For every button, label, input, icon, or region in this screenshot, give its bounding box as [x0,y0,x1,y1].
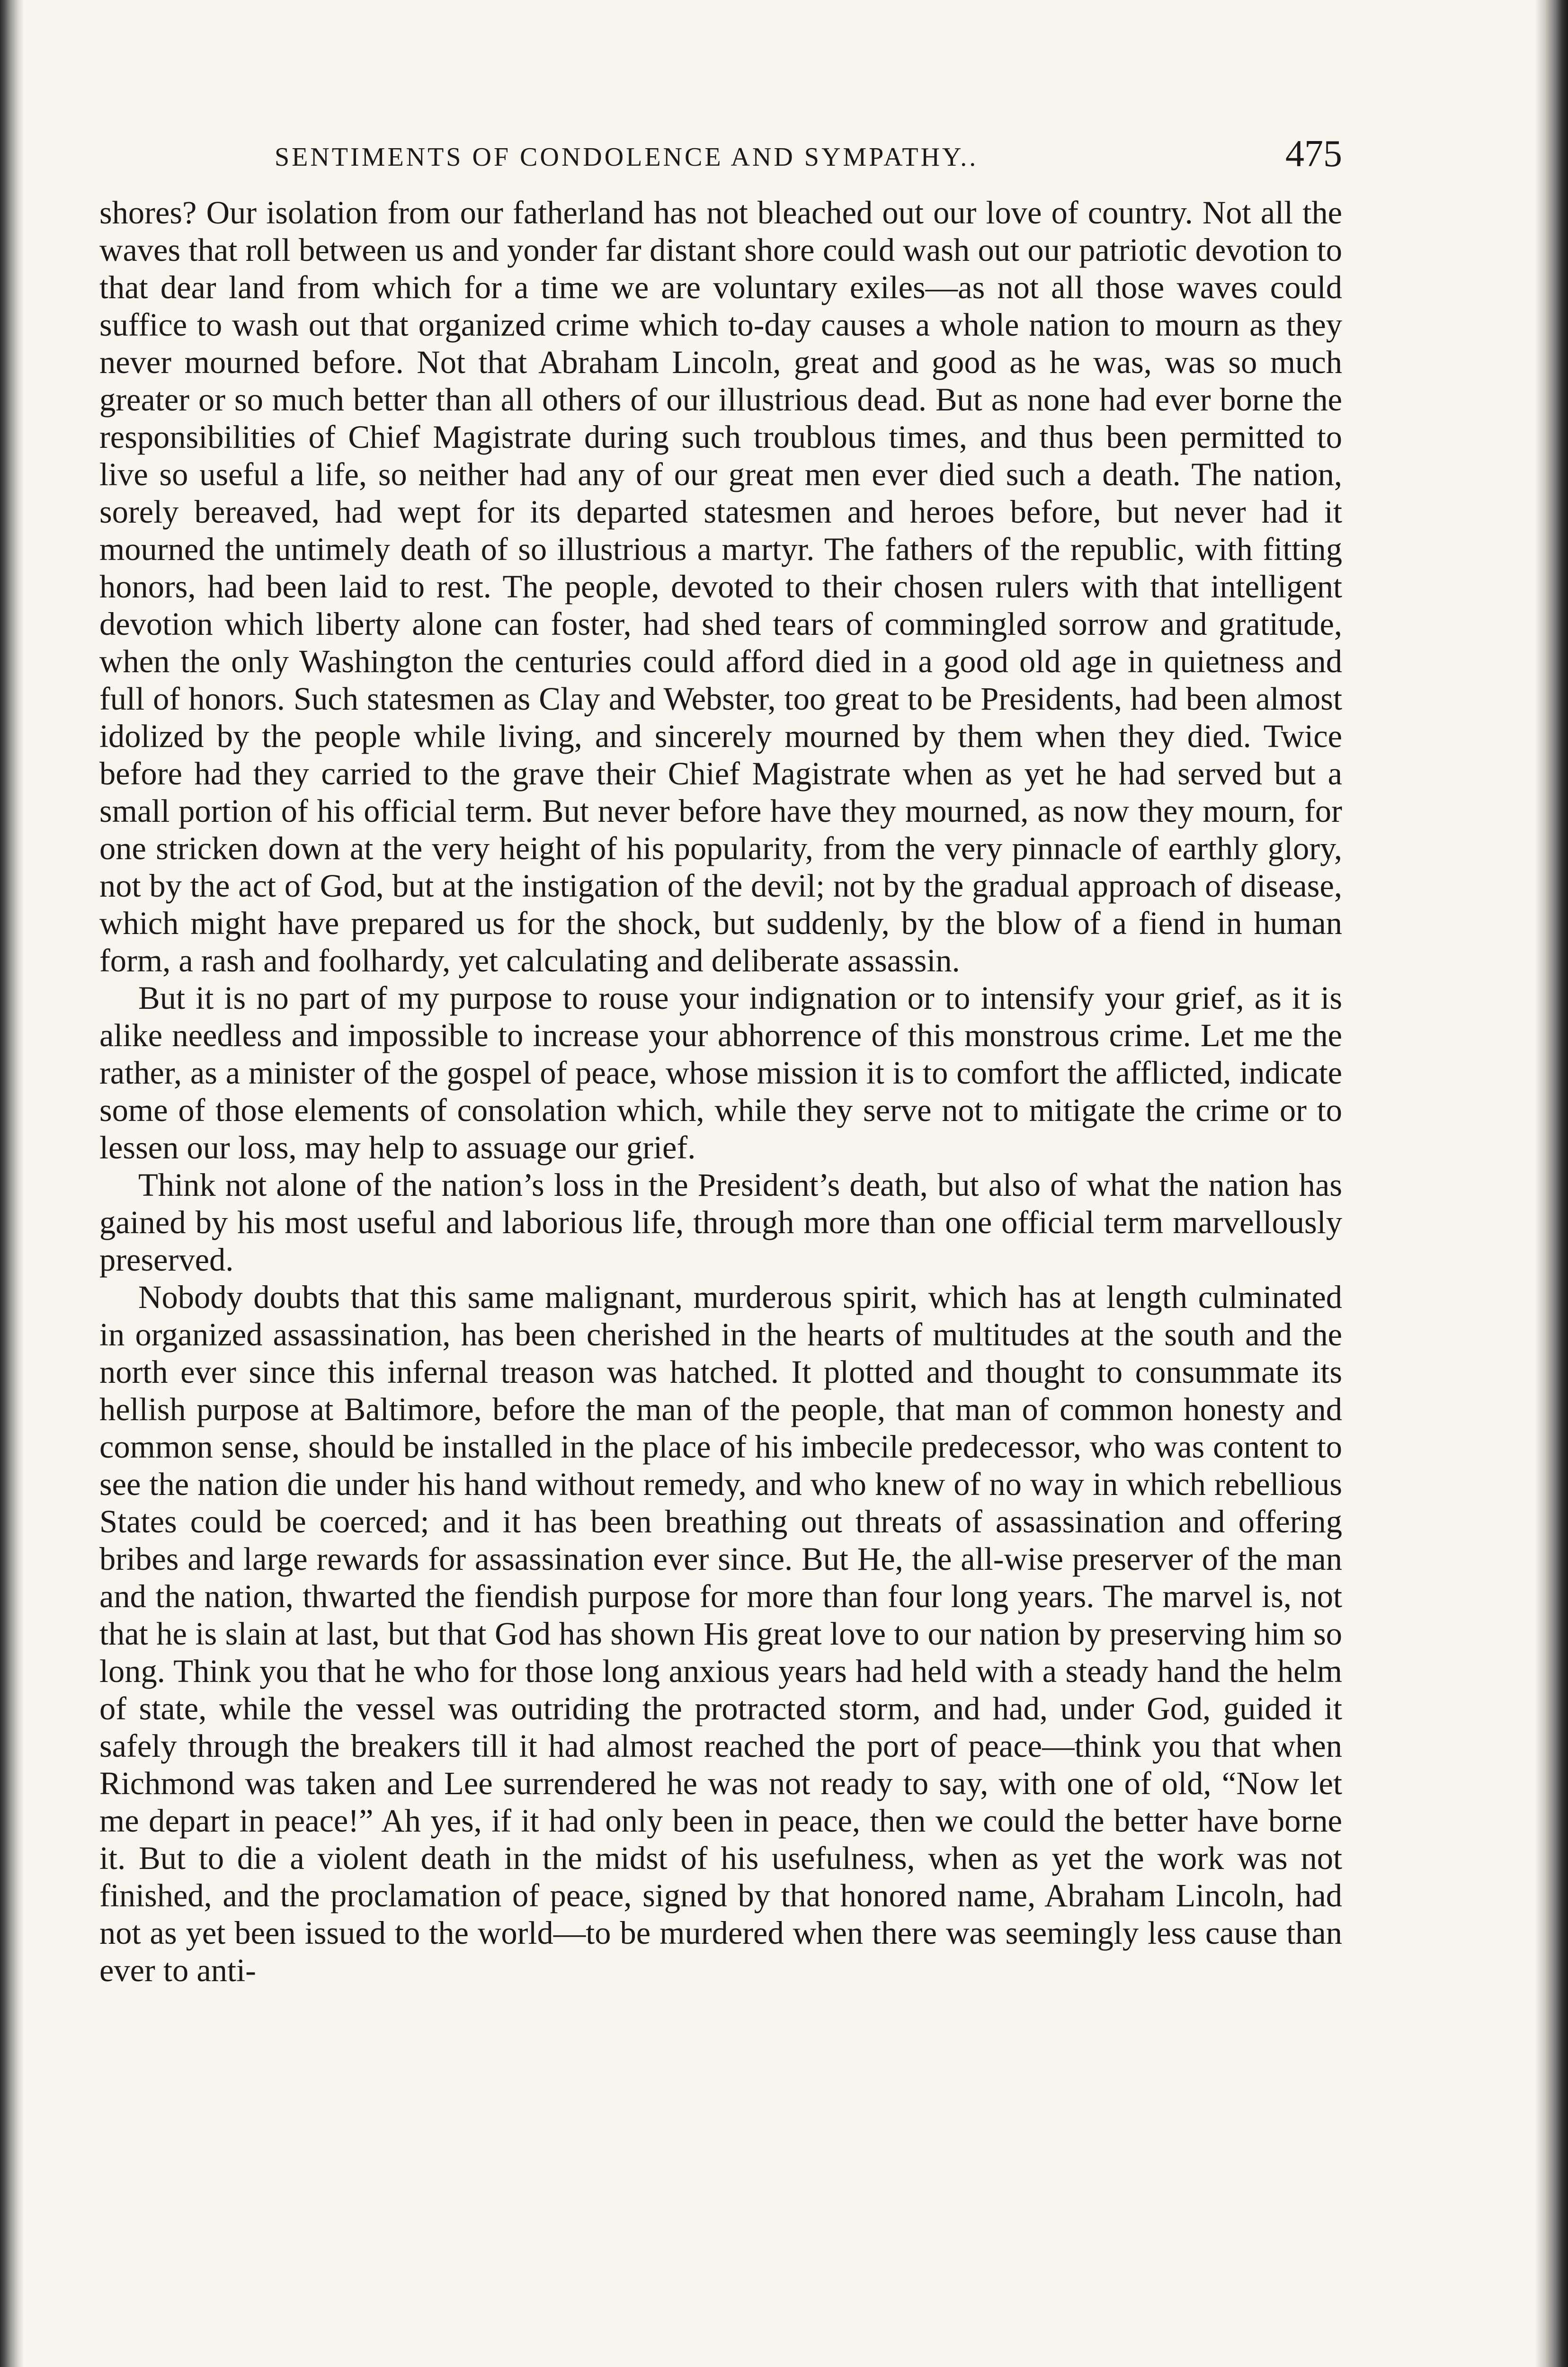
page-right-edge [1535,0,1568,2367]
paragraph-purpose: But it is no part of my purpose to rouse your indignation or to intensify your grief, as it is alike needless and impossible to increase your abhorrence of this monstrous crime. Let me the rather, as a minister of the gospel of peace, whose mission it is to comfort the afflicted, indicate some of those elements of consolation which, while they serve not to mitigate the crime or to lessen our loss, may help to assuage our grief. [99,980,1342,1166]
paragraph-continuation: shores? Our isolation from our fatherland has not bleached out our love of country. Not all the waves that roll between us and yonder far distant shore could wash out our patriotic devotion to that dear land from which for a time we are voluntary exiles—as not all those waves could suffice to wash out that organized crime which to-day causes a whole nation to mourn as they never mourned before. Not that Abraham Lincoln, great and good as he was, was so much greater or so much better than all others of our illustrious dead. But as none had ever borne the responsibilities of Chief Magistrate during such troublous times, and thus been permitted to live so useful a life, so neither had any of our great men ever died such a death. The nation, sorely bereaved, had wept for its departed statesmen and heroes before, but never had it mourned the untimely death of so illustrious a martyr. The fathers of the republic, with fitting honors, had been laid to rest. The people, devoted to their chosen rulers with that intelligent devotion which liberty alone can foster, had shed tears of commingled sorrow and gratitude, when the only Washington the centuries could afford died in a good old age in quietness and full of honors. Such statesmen as Clay and Webster, too great to be Presidents, had been almost idolized by the people while living, and sincerely mourned by them when they died. Twice before had they carried to the grave their Chief Magistrate when as yet he had served but a small portion of his official term. But never before have they mourned, as now they mourn, for one stricken down at the very height of his popularity, from the very pinnacle of earthly glory, not by the act of God, but at the instigation of the devil; not by the gradual approach of disease, which might have prepared us for the shock, but suddenly, by the blow of a fiend in human form, a rash and foolhardy, yet calculating and deliberate assassin. [99,195,1342,979]
page-left-edge [0,0,24,2367]
book-page [99,133,1342,1989]
running-head [99,133,1342,194]
paragraph-assassination: Nobody doubts that this same malignant, murderous spirit, which has at length culminated in organized assassination, has been cherished in the hearts of multitudes at the south and the north ever since this infernal treason was hatched. It plotted and thought to consummate its hellish purpose at Baltimore, before the man of the people, that man of common honesty and common sense, should be installed in the place of his imbecile predecessor, who was content to see the nation die under his hand without remedy, and who knew of no way in which rebellious States could be coerced; and it has been breathing out threats of assassination and offering bribes and large rewards for assassination ever since. But He, the all-wise preserver of the man and the nation, thwarted the fiendish purpose for more than four long years. The marvel is, not that he is slain at last, but that God has shown His great love to our nation by preserving him so long. Think you that he who for those long anxious years had held with a steady hand the helm of state, while the vessel was outriding the protracted storm, and had, under God, guided it safely through the breakers till it had almost reached the port of peace—think you that when Richmond was taken and Lee surrendered he was not ready to say, with one of old, “Now let me depart in peace!” Ah yes, if it had only been in peace, then we could the better have borne it. But to die a violent death in the midst of his usefulness, when as yet the work was not finished, and the proclamation of peace, signed by that honored name, Abraham Lincoln, had not as yet been issued to the world—to be murdered when there was seemingly less cause than ever to anti- [99,1279,1342,1988]
paragraph-nations-loss: Think not alone of the nation’s loss in the President’s death, but also of what the nation has gained by his most useful and laborious life, through more than one official term marvellously preserved. [99,1167,1342,1278]
running-title: SENTIMENTS OF CONDOLENCE AND SYMPATHY.. [275,142,979,172]
page-number: 475 [1285,133,1342,175]
body-text [99,194,1342,1989]
